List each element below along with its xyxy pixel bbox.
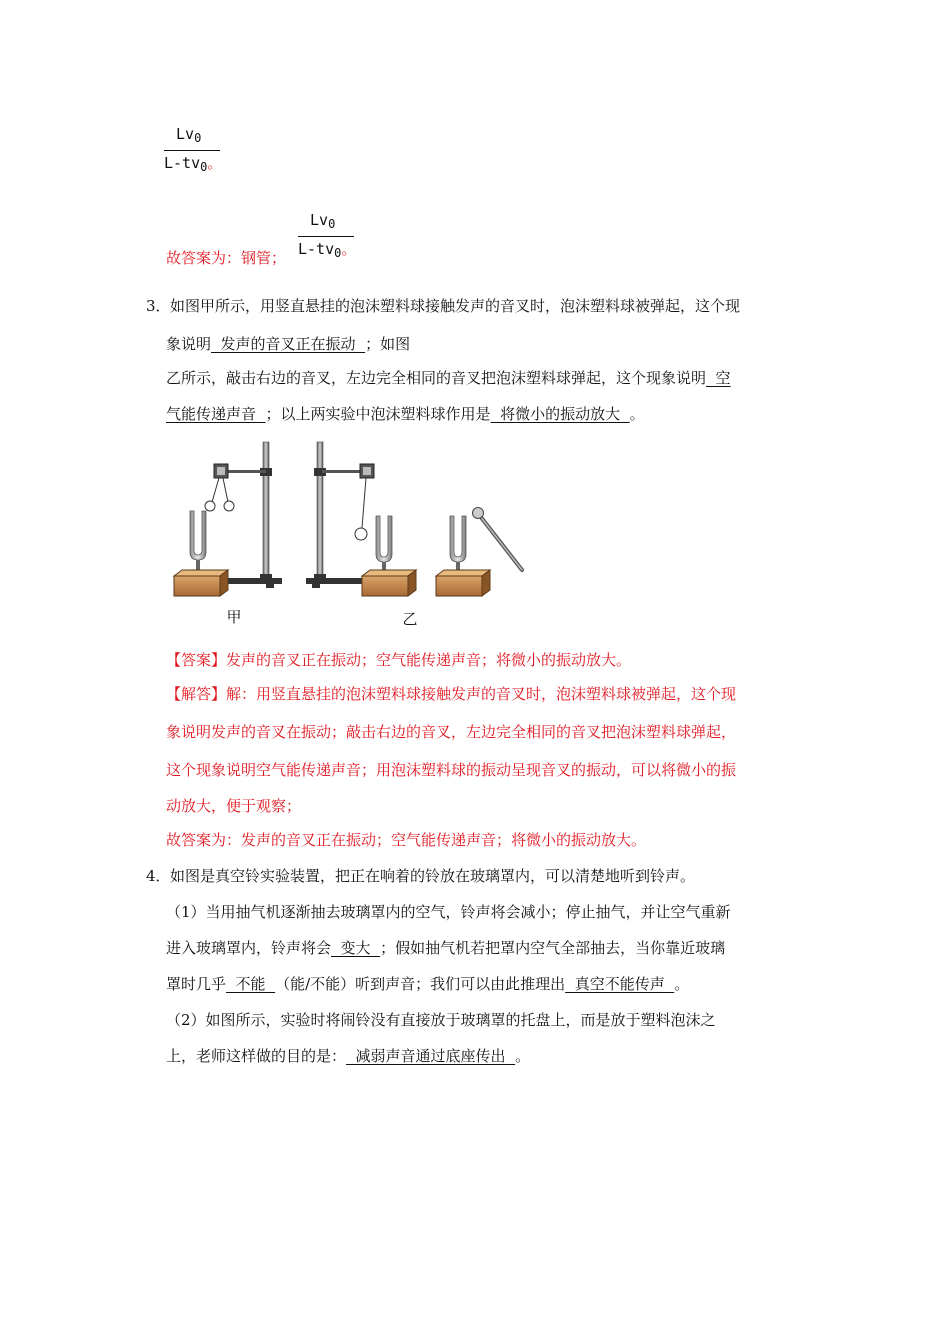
q3-line-2: 象说明 发声的音叉正在振动 ；如图 (166, 335, 411, 353)
foam-ball (355, 528, 367, 540)
stand-rod (263, 442, 269, 580)
stand-arm (224, 470, 266, 473)
answer-line-steel-pipe: 故答案为：钢管； (166, 249, 287, 267)
q3-line-4: 气能传递声音 ；以上两实验中泡沫塑料球作用是 将微小的振动放大 。 (166, 405, 645, 423)
fraction-numerator-subscript: 0 (328, 217, 336, 231)
fraction-bar (298, 236, 354, 237)
tuning-fork-figure (166, 436, 546, 636)
fraction-denominator-subscript: 0 (200, 160, 208, 174)
question-number-4: 4． (146, 867, 171, 885)
analysis-tag: 【解答】 (166, 685, 227, 703)
foam-ball-bounced (224, 501, 234, 511)
q4-answer-blank-3: 真空不能传声 (565, 975, 675, 993)
fraction-numerator-subscript: 0 (194, 131, 202, 145)
resonance-box (174, 576, 220, 596)
q4-answer-blank-1: 变大 (331, 939, 381, 957)
setup-yi (306, 442, 522, 596)
q3-analysis-line-2: 象说明发声的音叉在振动；敲击右边的音叉，左边完全相同的音叉把泡沫塑料球弹起， (166, 723, 737, 741)
q3-analysis-line-1: 【解答】解：用竖直悬挂的泡沫塑料球接触发声的音叉时，泡沫塑料球被弹起，这个现 (166, 685, 737, 703)
tuning-fork-right (450, 516, 466, 562)
foam-ball (205, 501, 215, 511)
q3-answer-blank-3: 将微小的振动放大 (490, 405, 630, 423)
question-number-3: 3． (146, 297, 171, 315)
q3-answer-blank-2-start: 空 (706, 369, 731, 387)
stand-rod (317, 442, 323, 580)
answer-line-period: 。 (341, 240, 357, 258)
fraction-denominator: L-tv (298, 240, 335, 258)
q4-part1-line-2: 进入玻璃罩内，铃声将会 变大 ；假如抽气机若把罩内空气全部抽去，当你靠近玻璃 (166, 939, 726, 957)
q3-analysis-line-3: 这个现象说明空气能传递声音；用泡沫塑料球的振动呈现音叉的振动，可以将微小的振 (166, 761, 737, 779)
q4-part1-line-1: （1）当用抽气机逐渐抽去玻璃罩内的空气，铃声将会减小；停止抽气，并让空气重新 (166, 903, 731, 921)
q3-answer-blank-2-end: 气能传递声音 (166, 405, 266, 423)
stand-arm (322, 470, 364, 473)
figure-label-yi: 乙 (402, 610, 418, 628)
q3-answer-line: 【答案】发声的音叉正在振动；空气能传递声音；将微小的振动放大。 (166, 651, 632, 669)
figure-label-jia: 甲 (226, 608, 242, 626)
q3-analysis-line-4: 动放大，便于观察； (166, 797, 302, 815)
fraction-bar (164, 150, 220, 151)
mallet-head (473, 508, 484, 519)
fraction-velocity-formula-2 (298, 210, 356, 263)
fraction-velocity-formula (164, 124, 222, 177)
answer-tag: 【答案】 (166, 651, 227, 669)
fraction-denominator-subscript: 0 (334, 246, 342, 260)
resonance-box (362, 576, 408, 596)
q3-line-1: 如图甲所示，用竖直悬挂的泡沫塑料球接触发声的音叉时，泡沫塑料球被弹起，这个现 (170, 297, 741, 315)
q3-answer-blank-1: 发声的音叉正在振动 (211, 335, 366, 353)
tuning-fork (190, 511, 206, 560)
fraction-numerator: Lv (176, 125, 195, 143)
fraction-period: 。 (207, 154, 223, 172)
q3-line-3: 乙所示，敲击右边的音叉，左边完全相同的音叉把泡沫塑料球弹起，这个现象说明 空 (166, 369, 731, 387)
q4-line-1: 如图是真空铃实验装置，把正在响着的铃放在玻璃罩内，可以清楚地听到铃声。 (170, 867, 696, 885)
q4-part2-line-1: （2）如图所示，实验时将闹铃没有直接放于玻璃罩的托盘上，而是放于塑料泡沫之 (166, 1011, 716, 1029)
q4-answer-blank-2: 不能 (226, 975, 276, 993)
q4-answer-blank-4: 减弱声音通过底座传出 (346, 1047, 516, 1065)
fraction-numerator: Lv (310, 211, 329, 229)
resonance-box (436, 576, 482, 596)
setup-jia (174, 442, 282, 596)
q3-final-answer: 故答案为：发声的音叉正在振动；空气能传递声音；将微小的振动放大。 (166, 831, 647, 849)
tuning-fork-left (376, 516, 392, 562)
q4-part2-line-2: 上，老师这样做的目的是： 减弱声音通过底座传出 。 (166, 1047, 531, 1065)
fraction-denominator: L-tv (164, 154, 201, 172)
q4-part1-line-3: 罩时几乎 不能 （能/不能）听到声音；我们可以由此推理出 真空不能传声 。 (166, 975, 690, 993)
